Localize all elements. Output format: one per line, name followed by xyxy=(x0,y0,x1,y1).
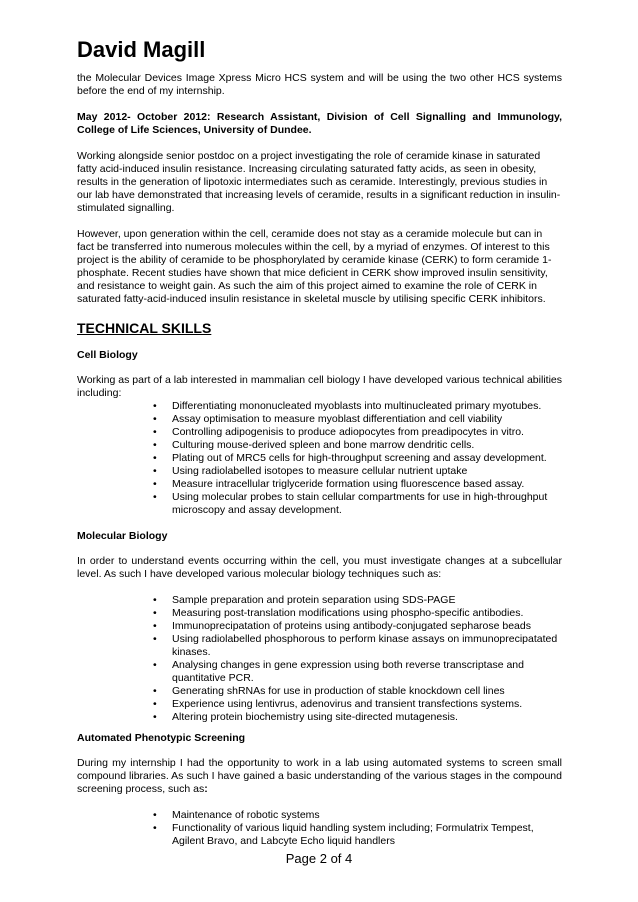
list-item xyxy=(153,400,562,413)
molecular-biology-intro: In order to understand events occurring within the cell, you must investigate changes at a subcellular level. As such I have developed various molecular biology techniques such as: xyxy=(77,555,562,580)
molecular-biology-heading: Molecular Biology xyxy=(77,530,168,542)
bullet-icon: • xyxy=(153,685,157,697)
bullet-icon: • xyxy=(153,413,157,425)
bullet-icon: • xyxy=(153,465,157,477)
list-item-text: Using radiolabelled phosphorous to perform kinase assays on immunoprecipatated kinases. xyxy=(172,633,558,658)
list-item-text: Differentiating mononucleated myoblasts into multinucleated primary myotubes. xyxy=(172,400,542,412)
page-number: Page 2 of 4 xyxy=(285,851,353,866)
list-item xyxy=(153,809,562,822)
bullet-icon: • xyxy=(153,659,157,671)
list-item xyxy=(153,439,562,452)
list-item xyxy=(153,633,562,659)
bullet-icon: • xyxy=(153,478,157,490)
cell-biology-heading: Cell Biology xyxy=(77,349,138,361)
list-item xyxy=(153,620,562,633)
list-item xyxy=(153,607,562,620)
list-item xyxy=(153,413,562,426)
automated-screening-intro xyxy=(77,757,562,796)
list-item-text: Culturing mouse-derived spleen and bone marrow dendritic cells. xyxy=(172,439,475,451)
bullet-icon: • xyxy=(153,620,157,632)
list-item-text: Generating shRNAs for use in production of stable knockdown cell lines xyxy=(172,685,505,697)
list-item-text: Using radiolabelled isotopes to measure cellular nutrient uptake xyxy=(172,465,468,477)
list-item xyxy=(153,822,562,848)
automated-screening-list xyxy=(77,809,562,848)
molecular-biology-list xyxy=(77,594,562,724)
list-item-text: Maintenance of robotic systems xyxy=(172,809,320,821)
technical-skills-heading: TECHNICAL SKILLS xyxy=(77,320,212,336)
position-paragraph-2: However, upon generation within the cell, ceramide does not stay as a ceramide molecule but can in fact be transferred into numerous molecules within the cell, by a myriad of enzymes. Of interest to this project is the ability of ceramide to be phosphorylated by ceramide kinase (CERK) to form ceramide 1-phosphate. Recent studies have shown that mice deficient in CERK show improved insulin sensitivity, and resistance to weight gain. As such the aim of this project aimed to examine the role of CERK in saturated fatty-acid-induced insulin resistance in skeletal muscle by utilising specific CERK inhibitors. xyxy=(77,228,552,305)
bullet-icon: • xyxy=(153,607,157,619)
list-item xyxy=(153,452,562,465)
list-item-text: Sample preparation and protein separation using SDS-PAGE xyxy=(172,594,456,606)
list-item-text: Altering protein biochemistry using site-directed mutagenesis. xyxy=(172,711,458,723)
bullet-icon: • xyxy=(153,439,157,451)
list-item xyxy=(153,478,562,491)
intro-continuation: the Molecular Devices Image Xpress Micro HCS system and will be using the two other HCS systems before the end of my internship. xyxy=(77,72,562,97)
automated-screening-intro-text: During my internship I had the opportunity to work in a lab using automated systems to screen small compound libraries. As such I have gained a basic understanding of the various stages in the compound screening process, such as xyxy=(77,757,562,795)
bullet-icon: • xyxy=(153,452,157,464)
position-paragraph-1: Working alongside senior postdoc on a project investigating the role of ceramide kinase in saturated fatty acid-induced insulin resistance. Increasing circulating saturated fatty acids, as seen in obesity, results in the generation of lipotoxic intermediates such as ceramide. Interestingly, previous studies in our lab have demonstrated that increasing levels of ceramide, results in a significant reduction in insulin-stimulated signalling. xyxy=(77,150,561,214)
bullet-icon: • xyxy=(153,426,157,438)
bullet-icon: • xyxy=(153,491,157,503)
bullet-icon: • xyxy=(153,698,157,710)
bullet-icon: • xyxy=(153,633,157,645)
cell-biology-intro: Working as part of a lab interested in mammalian cell biology I have developed various technical abilities including: xyxy=(77,374,562,399)
bullet-icon: • xyxy=(153,400,157,412)
list-item-text: Using molecular probes to stain cellular compartments for use in high-throughput microscopy and assay development. xyxy=(172,491,548,516)
list-item-text: Measuring post-translation modifications using phospho-specific antibodies. xyxy=(172,607,524,619)
list-item-text: Experience using lentivrus, adenovirus and transient transfections systems. xyxy=(172,698,523,710)
automated-screening-intro-colon: : xyxy=(204,783,208,795)
position-heading: May 2012- October 2012: Research Assistant, Division of Cell Signalling and Immunology, College of Life Sciences, University of Dundee. xyxy=(77,111,562,136)
list-item xyxy=(153,491,562,517)
candidate-name: David Magill xyxy=(77,37,206,62)
cell-biology-list xyxy=(77,400,562,517)
page-content xyxy=(77,36,562,861)
list-item-text: Plating out of MRC5 cells for high-throughput screening and assay development. xyxy=(172,452,547,464)
list-item xyxy=(153,426,562,439)
list-item-text: Controlling adipogenisis to produce adiopocytes from preadipocytes in vitro. xyxy=(172,426,524,438)
list-item-text: Assay optimisation to measure myoblast differentiation and cell viability xyxy=(172,413,503,425)
list-item-text: Immunoprecipatation of proteins using antibody-conjugated sepharose beads xyxy=(172,620,531,632)
list-item-text: Measure intracellular triglyceride formation using fluorescence based assay. xyxy=(172,478,525,490)
bullet-icon: • xyxy=(153,822,157,834)
list-item xyxy=(153,698,562,711)
bullet-icon: • xyxy=(153,809,157,821)
list-item xyxy=(153,711,562,724)
list-item xyxy=(153,594,562,607)
list-item xyxy=(153,659,562,685)
list-item-text: Functionality of various liquid handling system including; Formulatrix Tempest, Agilent Bravo, and Labcyte Echo liquid handlers xyxy=(172,822,534,847)
list-item xyxy=(153,465,562,478)
list-item-text: Analysing changes in gene expression using both reverse transcriptase and quantitative PCR. xyxy=(172,659,524,684)
list-item xyxy=(153,685,562,698)
bullet-icon: • xyxy=(153,711,157,723)
automated-screening-heading: Automated Phenotypic Screening xyxy=(77,732,246,744)
bullet-icon: • xyxy=(153,594,157,606)
